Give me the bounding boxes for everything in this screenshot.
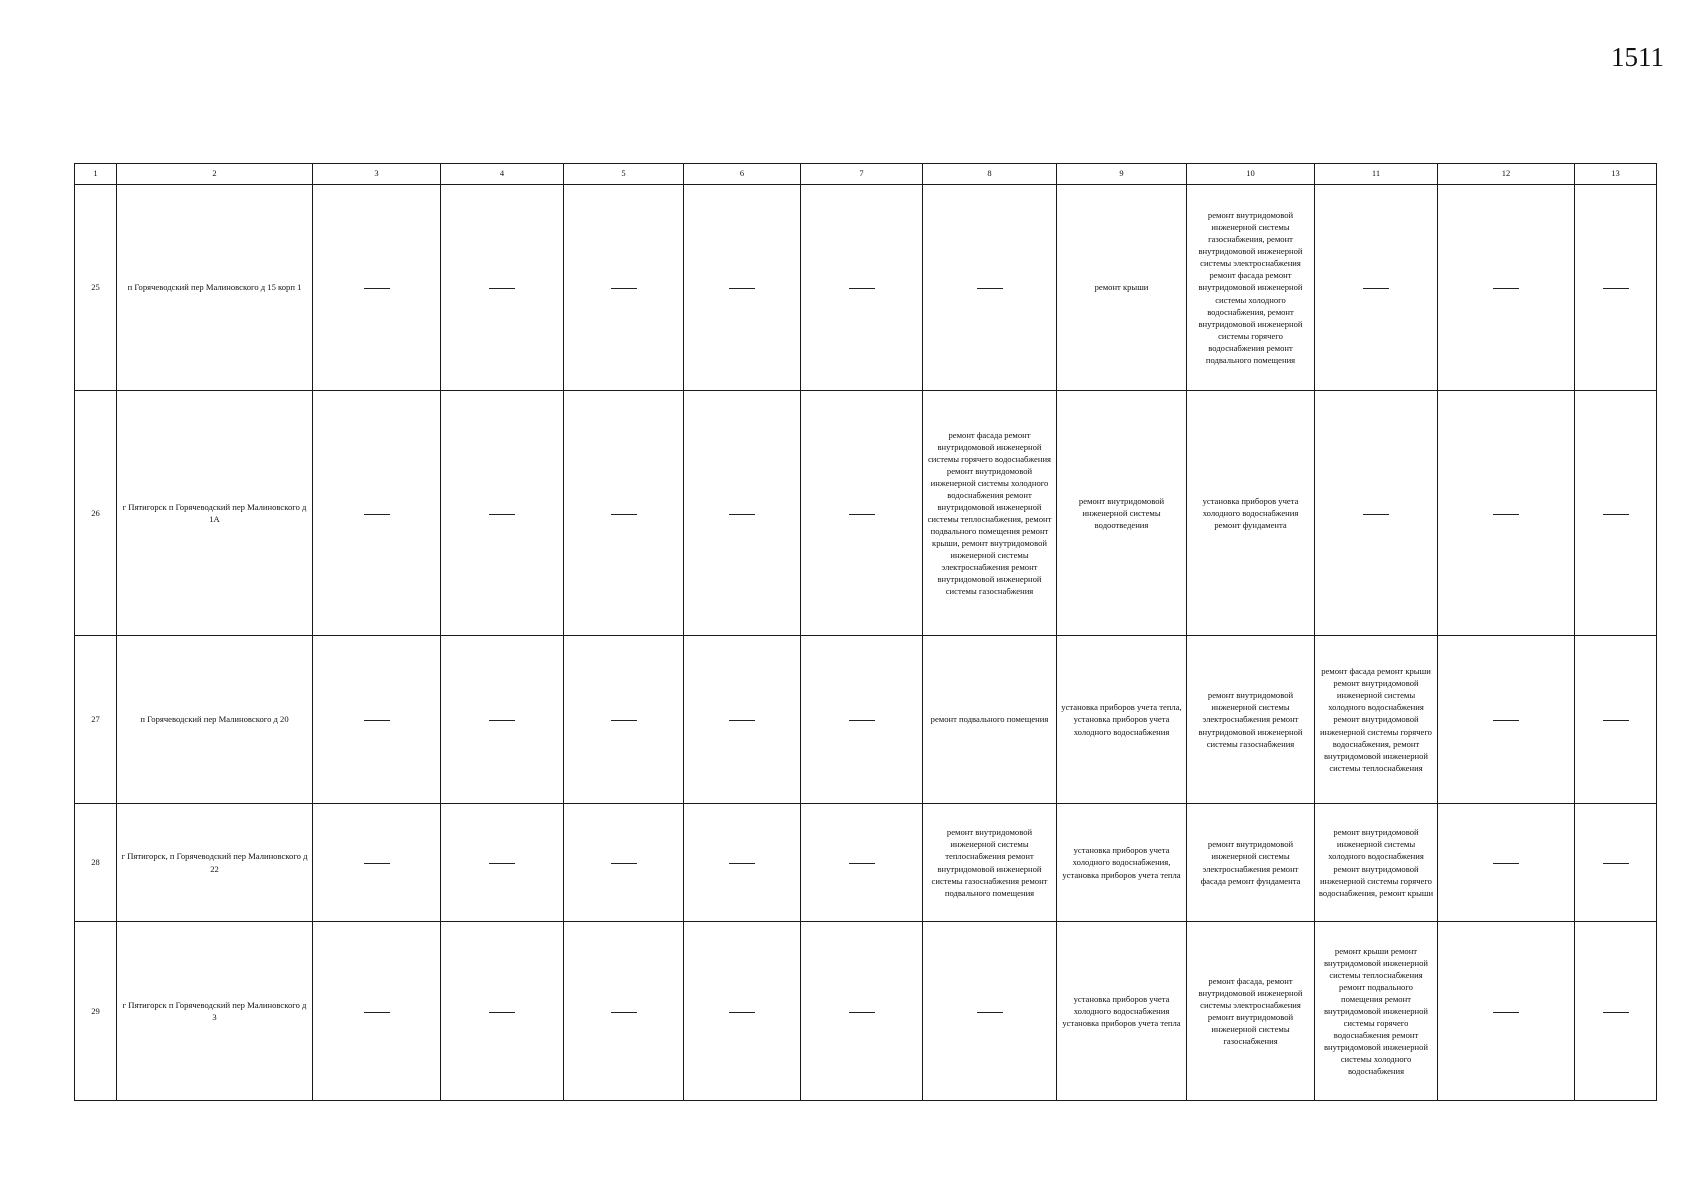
dash-mark bbox=[849, 863, 875, 864]
column-header: 11 bbox=[1315, 164, 1438, 185]
column-header: 1 bbox=[75, 164, 117, 185]
empty-dash-cell bbox=[1438, 185, 1575, 391]
column-header: 13 bbox=[1575, 164, 1657, 185]
work-type-cell: ремонт крыши ремонт внутридомовой инженерной системы теплоснабжения ремонт подвального помещения ремонт внутридомовой инженерной системы горячего водоснабжения ремонт внутридомовой инженерной системы холодного водоснабжения bbox=[1315, 922, 1438, 1101]
empty-dash-cell bbox=[684, 636, 801, 804]
dash-mark bbox=[729, 514, 755, 515]
work-type-cell: установка приборов учета холодного водоснабжения установка приборов учета тепла bbox=[1057, 922, 1187, 1101]
dash-mark bbox=[489, 720, 515, 721]
empty-dash-cell bbox=[923, 922, 1057, 1101]
column-header: 3 bbox=[313, 164, 441, 185]
row-number: 28 bbox=[75, 804, 117, 922]
column-header: 10 bbox=[1187, 164, 1315, 185]
work-type-cell: ремонт фасада ремонт внутридомовой инженерной системы горячего водоснабжения ремонт внутридомовой инженерной системы холодного водоснабжения ремонт внутридомовой инженерной системы теплоснабжения, ремонт подвального помещения ремонт крыши, ремонт внутридомовой инженерной системы электроснабжения ремонт внутридомовой инженерной системы газоснабжения bbox=[923, 391, 1057, 636]
dash-mark bbox=[1493, 863, 1519, 864]
column-header: 9 bbox=[1057, 164, 1187, 185]
dash-mark bbox=[849, 1012, 875, 1013]
dash-mark bbox=[1603, 1012, 1629, 1013]
dash-mark bbox=[1493, 288, 1519, 289]
table-row bbox=[75, 636, 1657, 804]
work-type-cell: ремонт фасада ремонт крыши ремонт внутридомовой инженерной системы холодного водоснабжения ремонт внутридомовой инженерной системы горячего водоснабжения, ремонт внутридомовой инженерной системы теплоснабжения bbox=[1315, 636, 1438, 804]
column-header: 7 bbox=[801, 164, 923, 185]
empty-dash-cell bbox=[1438, 922, 1575, 1101]
dash-mark bbox=[364, 514, 390, 515]
work-type-cell: ремонт внутридомовой инженерной системы холодного водоснабжения ремонт внутридомовой инженерной системы горячего водоснабжения, ремонт крыши bbox=[1315, 804, 1438, 922]
empty-dash-cell bbox=[313, 636, 441, 804]
dash-mark bbox=[611, 720, 637, 721]
empty-dash-cell bbox=[441, 804, 564, 922]
empty-dash-cell bbox=[564, 804, 684, 922]
row-number: 26 bbox=[75, 391, 117, 636]
dash-mark bbox=[489, 863, 515, 864]
work-type-cell: ремонт внутридомовой инженерной системы водоотведения bbox=[1057, 391, 1187, 636]
work-type-cell: ремонт фасада, ремонт внутридомовой инженерной системы электроснабжения ремонт внутридомовой инженерной системы газоснабжения bbox=[1187, 922, 1315, 1101]
table-row bbox=[75, 922, 1657, 1101]
work-type-cell: ремонт внутридомовой инженерной системы электроснабжения ремонт внутридомовой инженерной системы газоснабжения bbox=[1187, 636, 1315, 804]
dash-mark bbox=[1603, 863, 1629, 864]
empty-dash-cell bbox=[1575, 391, 1657, 636]
empty-dash-cell bbox=[313, 391, 441, 636]
dash-mark bbox=[364, 1012, 390, 1013]
table-row bbox=[75, 391, 1657, 636]
address-cell: г Пятигорск п Горячеводский пер Малиновского д 3 bbox=[117, 922, 313, 1101]
row-number: 27 bbox=[75, 636, 117, 804]
empty-dash-cell bbox=[564, 185, 684, 391]
empty-dash-cell bbox=[1575, 636, 1657, 804]
empty-dash-cell bbox=[684, 804, 801, 922]
dash-mark bbox=[364, 863, 390, 864]
address-cell: г Пятигорск п Горячеводский пер Малиновского д 1А bbox=[117, 391, 313, 636]
empty-dash-cell bbox=[801, 391, 923, 636]
empty-dash-cell bbox=[564, 922, 684, 1101]
empty-dash-cell bbox=[1438, 804, 1575, 922]
column-header: 2 bbox=[117, 164, 313, 185]
dash-mark bbox=[611, 863, 637, 864]
dash-mark bbox=[364, 720, 390, 721]
empty-dash-cell bbox=[1575, 922, 1657, 1101]
empty-dash-cell bbox=[313, 804, 441, 922]
work-type-cell: ремонт внутридомовой инженерной системы газоснабжения, ремонт внутридомовой инженерной системы электроснабжения ремонт фасада ремонт внутридомовой инженерной системы холодного водоснабжения, ремонт внутридомовой инженерной системы горячего водоснабжения ремонт подвального помещения bbox=[1187, 185, 1315, 391]
empty-dash-cell bbox=[684, 922, 801, 1101]
row-number: 29 bbox=[75, 922, 117, 1101]
address-cell: п Горячеводский пер Малиновского д 15 корп 1 bbox=[117, 185, 313, 391]
dash-mark bbox=[611, 288, 637, 289]
empty-dash-cell bbox=[441, 185, 564, 391]
empty-dash-cell bbox=[1575, 804, 1657, 922]
work-type-cell: ремонт внутридомовой инженерной системы электроснабжения ремонт фасада ремонт фундамента bbox=[1187, 804, 1315, 922]
dash-mark bbox=[977, 288, 1003, 289]
dash-mark bbox=[729, 1012, 755, 1013]
empty-dash-cell bbox=[1438, 391, 1575, 636]
empty-dash-cell bbox=[801, 922, 923, 1101]
work-type-cell: ремонт крыши bbox=[1057, 185, 1187, 391]
empty-dash-cell bbox=[684, 391, 801, 636]
column-header: 12 bbox=[1438, 164, 1575, 185]
empty-dash-cell bbox=[923, 185, 1057, 391]
dash-mark bbox=[977, 1012, 1003, 1013]
empty-dash-cell bbox=[441, 922, 564, 1101]
empty-dash-cell bbox=[313, 185, 441, 391]
empty-dash-cell bbox=[564, 391, 684, 636]
dash-mark bbox=[611, 1012, 637, 1013]
dash-mark bbox=[1363, 288, 1389, 289]
dash-mark bbox=[489, 288, 515, 289]
dash-mark bbox=[849, 720, 875, 721]
dash-mark bbox=[489, 1012, 515, 1013]
column-number-row bbox=[75, 164, 1657, 185]
empty-dash-cell bbox=[1438, 636, 1575, 804]
page-number: 1511 bbox=[1611, 42, 1664, 72]
dash-mark bbox=[1363, 514, 1389, 515]
dash-mark bbox=[611, 514, 637, 515]
empty-dash-cell bbox=[801, 636, 923, 804]
repair-schedule-table bbox=[74, 163, 1657, 1101]
empty-dash-cell bbox=[801, 804, 923, 922]
address-cell: п Горячеводский пер Малиновского д 20 bbox=[117, 636, 313, 804]
dash-mark bbox=[1493, 514, 1519, 515]
dash-mark bbox=[849, 288, 875, 289]
work-type-cell: установка приборов учета холодного водоснабжения ремонт фундамента bbox=[1187, 391, 1315, 636]
dash-mark bbox=[729, 863, 755, 864]
empty-dash-cell bbox=[684, 185, 801, 391]
empty-dash-cell bbox=[1315, 391, 1438, 636]
dash-mark bbox=[1493, 1012, 1519, 1013]
empty-dash-cell bbox=[801, 185, 923, 391]
column-header: 4 bbox=[441, 164, 564, 185]
empty-dash-cell bbox=[313, 922, 441, 1101]
column-header: 5 bbox=[564, 164, 684, 185]
work-type-cell: ремонт внутридомовой инженерной системы теплоснабжения ремонт внутридомовой инженерной системы газоснабжения ремонт подвального помещения bbox=[923, 804, 1057, 922]
address-cell: г Пятигорск, п Горячеводский пер Малиновского д 22 bbox=[117, 804, 313, 922]
column-header: 6 bbox=[684, 164, 801, 185]
dash-mark bbox=[1493, 720, 1519, 721]
empty-dash-cell bbox=[1315, 185, 1438, 391]
work-type-cell: ремонт подвального помещения bbox=[923, 636, 1057, 804]
dash-mark bbox=[849, 514, 875, 515]
empty-dash-cell bbox=[441, 391, 564, 636]
dash-mark bbox=[729, 720, 755, 721]
table-row bbox=[75, 804, 1657, 922]
empty-dash-cell bbox=[441, 636, 564, 804]
work-type-cell: установка приборов учета холодного водоснабжения, установка приборов учета тепла bbox=[1057, 804, 1187, 922]
row-number: 25 bbox=[75, 185, 117, 391]
empty-dash-cell bbox=[564, 636, 684, 804]
dash-mark bbox=[364, 288, 390, 289]
table-row bbox=[75, 185, 1657, 391]
dash-mark bbox=[1603, 288, 1629, 289]
dash-mark bbox=[1603, 514, 1629, 515]
dash-mark bbox=[729, 288, 755, 289]
work-type-cell: установка приборов учета тепла, установка приборов учета холодного водоснабжения bbox=[1057, 636, 1187, 804]
column-header: 8 bbox=[923, 164, 1057, 185]
dash-mark bbox=[489, 514, 515, 515]
empty-dash-cell bbox=[1575, 185, 1657, 391]
dash-mark bbox=[1603, 720, 1629, 721]
